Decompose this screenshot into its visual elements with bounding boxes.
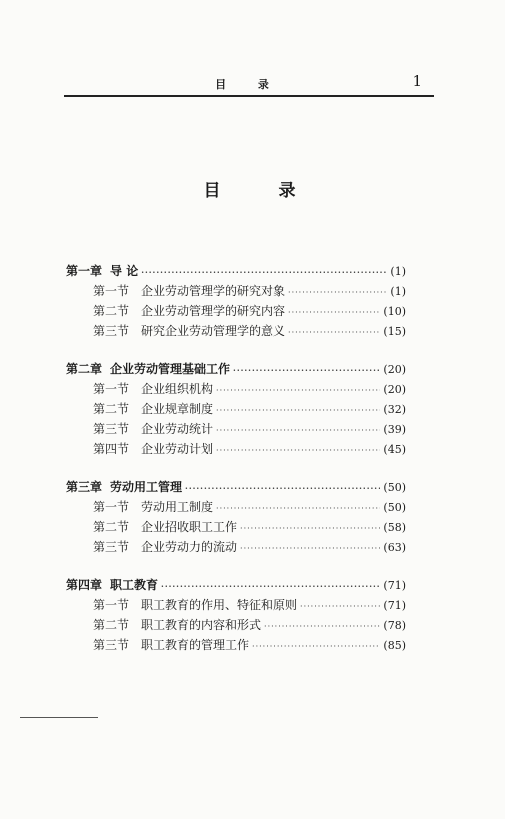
- footer-rule: [20, 717, 98, 718]
- section-title: 职工教育的作用、特征和原则: [141, 598, 298, 612]
- dot-leader: [240, 544, 380, 553]
- dot-leader: [216, 386, 380, 395]
- dot-leader: [288, 328, 380, 337]
- chapter-4: [66, 576, 406, 656]
- section-entry[interactable]: [66, 440, 406, 460]
- page-ref: (85): [383, 639, 406, 652]
- section-number: 第一节: [93, 500, 130, 514]
- chapter-3: [66, 478, 406, 558]
- section-number: 第三节: [93, 324, 130, 338]
- page-ref: (71): [383, 599, 406, 612]
- chapter-entry[interactable]: [66, 360, 406, 380]
- section-entry[interactable]: [66, 282, 406, 302]
- chapter-2: [66, 360, 406, 460]
- section-title: 职工教育的管理工作: [141, 638, 250, 652]
- page-ref: (45): [383, 443, 406, 456]
- dot-leader: [288, 308, 380, 317]
- section-title: 企业规章制度: [141, 402, 214, 416]
- chapter-number: 第二章: [66, 362, 103, 376]
- page-ref: (32): [383, 403, 406, 416]
- page-ref: (71): [383, 579, 406, 592]
- page-ref: (15): [383, 325, 406, 338]
- page-ref: (20): [383, 363, 406, 376]
- page-ref: (10): [383, 305, 406, 318]
- section-number: 第二节: [93, 402, 130, 416]
- section-entry[interactable]: [66, 518, 406, 538]
- section-number: 第二节: [93, 520, 130, 534]
- section-entry[interactable]: [66, 596, 406, 616]
- running-head-title: 目 录: [215, 78, 283, 91]
- page-title: 目 录: [203, 181, 322, 201]
- section-title: 企业招收职工工作: [141, 520, 238, 534]
- chapter-number: 第四章: [66, 578, 103, 592]
- dot-leader: [216, 426, 380, 435]
- dot-leader: [252, 642, 380, 651]
- dot-leader: [264, 622, 380, 631]
- page-ref: (20): [383, 383, 406, 396]
- dot-leader: [216, 406, 380, 415]
- dot-leader: [288, 288, 387, 297]
- table-of-contents: [66, 262, 406, 674]
- page-number: 1: [412, 72, 422, 90]
- section-title: 企业劳动统计: [141, 422, 214, 436]
- section-title: 企业劳动管理学的研究对象: [141, 284, 286, 298]
- chapter-entry[interactable]: [66, 262, 406, 282]
- chapter-title: 劳动用工管理: [110, 480, 183, 494]
- dot-leader: [216, 504, 380, 513]
- page-ref: (78): [383, 619, 406, 632]
- dot-leader: [233, 365, 380, 375]
- section-title: 劳动用工制度: [141, 500, 214, 514]
- chapter-title: 企业劳动管理基础工作: [110, 362, 231, 376]
- dot-leader: [185, 483, 380, 493]
- section-number: 第三节: [93, 638, 130, 652]
- dot-leader: [300, 602, 380, 611]
- page-ref: (50): [383, 501, 406, 514]
- chapter-number: 第三章: [66, 480, 103, 494]
- section-entry[interactable]: [66, 322, 406, 342]
- page-ref: (39): [383, 423, 406, 436]
- chapter-entry[interactable]: [66, 576, 406, 596]
- section-entry[interactable]: [66, 498, 406, 518]
- header-rule: [64, 95, 434, 97]
- chapter-number: 第一章: [66, 264, 103, 278]
- page-ref: (50): [383, 481, 406, 494]
- section-number: 第三节: [93, 422, 130, 436]
- section-entry[interactable]: [66, 538, 406, 558]
- dot-leader: [161, 581, 380, 591]
- page-ref: (1): [390, 285, 406, 298]
- section-title: 企业组织机构: [141, 382, 214, 396]
- section-number: 第一节: [93, 382, 130, 396]
- section-number: 第四节: [93, 442, 130, 456]
- page-ref: (63): [383, 541, 406, 554]
- section-title: 企业劳动力的流动: [141, 540, 238, 554]
- chapter-entry[interactable]: [66, 478, 406, 498]
- section-number: 第三节: [93, 540, 130, 554]
- section-entry[interactable]: [66, 380, 406, 400]
- dot-leader: [240, 524, 380, 533]
- chapter-title: 导 论: [110, 264, 139, 278]
- section-title: 企业劳动计划: [141, 442, 214, 456]
- dot-leader: [141, 267, 387, 277]
- section-number: 第一节: [93, 598, 130, 612]
- section-entry[interactable]: [66, 636, 406, 656]
- running-head: [64, 72, 434, 94]
- section-number: 第二节: [93, 304, 130, 318]
- section-entry[interactable]: [66, 302, 406, 322]
- section-entry[interactable]: [66, 616, 406, 636]
- page-ref: (58): [383, 521, 406, 534]
- chapter-title: 职工教育: [110, 578, 159, 592]
- section-number: 第一节: [93, 284, 130, 298]
- chapter-1: [66, 262, 406, 342]
- page-ref: (1): [390, 265, 406, 278]
- section-title: 企业劳动管理学的研究内容: [141, 304, 286, 318]
- dot-leader: [216, 446, 380, 455]
- section-entry[interactable]: [66, 400, 406, 420]
- section-entry[interactable]: [66, 420, 406, 440]
- section-number: 第二节: [93, 618, 130, 632]
- section-title: 职工教育的内容和形式: [141, 618, 262, 632]
- section-title: 研究企业劳动管理学的意义: [141, 324, 286, 338]
